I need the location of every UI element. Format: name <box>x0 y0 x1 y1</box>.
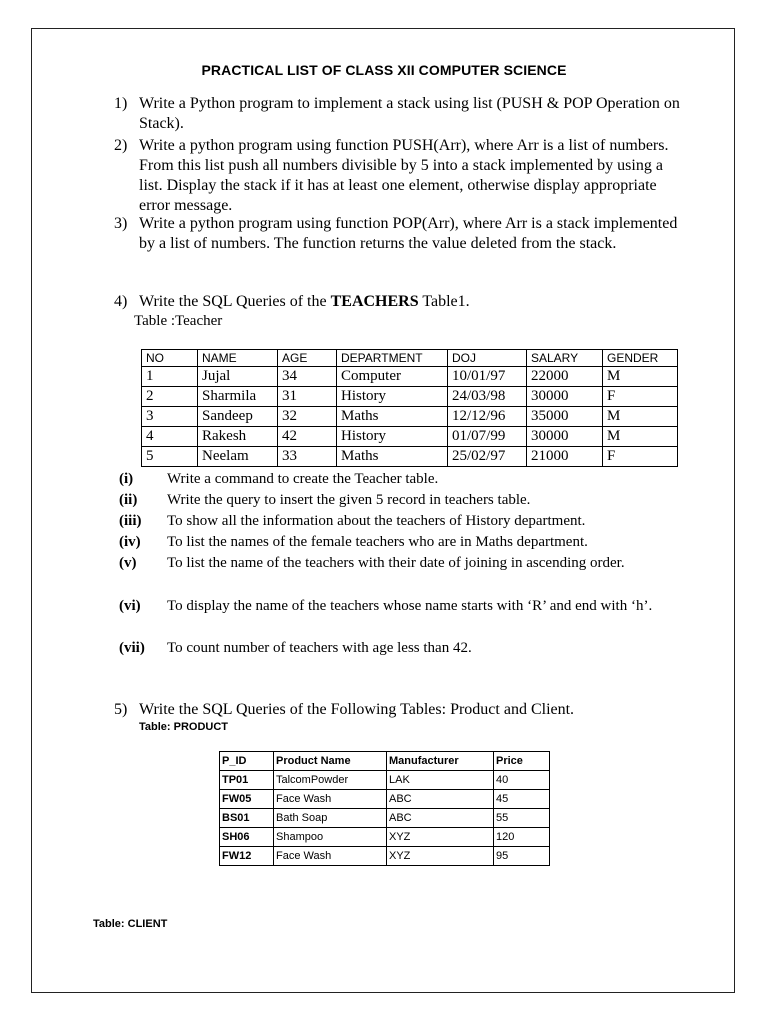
table-row <box>220 771 550 790</box>
sub-question-i <box>119 469 689 490</box>
table-cell: XYZ <box>387 847 494 866</box>
teachers-bold: TEACHERS <box>330 293 419 310</box>
table-cell: Maths <box>337 407 448 427</box>
question-number: 4) <box>114 293 128 310</box>
table-cell: 30000 <box>527 427 603 447</box>
table-cell: Shampoo <box>274 828 387 847</box>
table-cell: 22000 <box>527 367 603 387</box>
sub-question-text: To show all the information about the teachers of History department. <box>167 513 586 529</box>
header-cell: SALARY <box>527 350 603 367</box>
teacher-table <box>141 349 678 467</box>
table-cell: 4 <box>142 427 198 447</box>
table-cell: 25/02/97 <box>448 447 527 467</box>
question-1 <box>114 94 684 134</box>
table-cell: XYZ <box>387 828 494 847</box>
question-text <box>139 292 684 312</box>
table-cell: M <box>603 367 678 387</box>
sub-question-number: (ii) <box>119 492 138 508</box>
table-cell: Neelam <box>198 447 278 467</box>
sub-question-text: To list the name of the teachers with their date of joining in ascending order. <box>167 555 625 571</box>
sub-question-text: To count number of teachers with age less than 42. <box>167 640 472 656</box>
question-text: Write a python program using function PUSH(Arr), where Arr is a list of numbers. From this list push all numbers divisible by 5 into a stack implemented by using a list. Display the stack if it has at least one element, otherwise display appropriate error message. <box>139 137 669 214</box>
table-cell: Computer <box>337 367 448 387</box>
table-cell: 120 <box>494 828 550 847</box>
question-text-before: Write the SQL Queries of the <box>139 293 331 310</box>
table-cell: Bath Soap <box>274 809 387 828</box>
table-cell: 34 <box>278 367 337 387</box>
table-cell: ABC <box>387 790 494 809</box>
question-4 <box>114 292 684 312</box>
question-number: 5) <box>114 701 128 718</box>
sub-question-iii <box>119 511 689 532</box>
table-cell: FW12 <box>220 847 274 866</box>
table-cell: 10/01/97 <box>448 367 527 387</box>
header-cell: NAME <box>198 350 278 367</box>
table-cell: ABC <box>387 809 494 828</box>
table-cell: Jujal <box>198 367 278 387</box>
table-cell: BS01 <box>220 809 274 828</box>
table-cell: M <box>603 407 678 427</box>
question-5 <box>114 700 684 720</box>
table-header-row <box>220 752 550 771</box>
table-cell: 1 <box>142 367 198 387</box>
sub-question-v <box>119 553 689 574</box>
question-2 <box>114 136 684 216</box>
sub-question-iv <box>119 532 689 553</box>
table-cell: 45 <box>494 790 550 809</box>
header-cell: Product Name <box>274 752 387 771</box>
sub-question-number: (iii) <box>119 513 142 529</box>
question-text: Write a python program using function POP(Arr), where Arr is a stack implemented by a list of numbers. The function returns the value deleted from the stack. <box>139 215 678 252</box>
table-cell: History <box>337 427 448 447</box>
question-text: Write the SQL Queries of the Following Tables: Product and Client. <box>139 701 575 718</box>
table-cell: Sandeep <box>198 407 278 427</box>
table-cell: 24/03/98 <box>448 387 527 407</box>
question-text-after: Table1. <box>418 293 470 310</box>
client-table-label: Table: CLIENT <box>93 918 168 930</box>
table-cell: 31 <box>278 387 337 407</box>
product-table-label: Table: PRODUCT <box>139 721 229 733</box>
table-cell: Maths <box>337 447 448 467</box>
table-cell: Face Wash <box>274 790 387 809</box>
sub-question-text: To display the name of the teachers whose name starts with ‘R’ and end with ‘h’. <box>167 598 653 614</box>
table-row <box>142 367 678 387</box>
table-row <box>220 790 550 809</box>
table-cell: FW05 <box>220 790 274 809</box>
sub-question-number: (v) <box>119 555 137 571</box>
table-cell: M <box>603 427 678 447</box>
table-cell: 2 <box>142 387 198 407</box>
table-cell: 21000 <box>527 447 603 467</box>
table-row <box>142 447 678 467</box>
header-cell: Manufacturer <box>387 752 494 771</box>
sub-question-number: (i) <box>119 471 134 487</box>
header-cell: AGE <box>278 350 337 367</box>
table-cell: 42 <box>278 427 337 447</box>
sub-question-text: To list the names of the female teachers who are in Maths department. <box>167 534 588 550</box>
table-cell: Face Wash <box>274 847 387 866</box>
table-cell: LAK <box>387 771 494 790</box>
sub-question-number: (vii) <box>119 640 145 656</box>
table-cell: 35000 <box>527 407 603 427</box>
table-row <box>142 427 678 447</box>
sub-question-text: Write the query to insert the given 5 record in teachers table. <box>167 492 531 508</box>
table-row <box>142 387 678 407</box>
table-cell: 33 <box>278 447 337 467</box>
table-cell: Sharmila <box>198 387 278 407</box>
header-cell: NO <box>142 350 198 367</box>
table-cell: SH06 <box>220 828 274 847</box>
table-cell: 30000 <box>527 387 603 407</box>
table-cell: 3 <box>142 407 198 427</box>
table-row <box>220 828 550 847</box>
table-cell: 01/07/99 <box>448 427 527 447</box>
table-cell: TalcomPowder <box>274 771 387 790</box>
table-row <box>142 407 678 427</box>
table-cell: 55 <box>494 809 550 828</box>
table-header-row <box>142 350 678 367</box>
table-cell: F <box>603 447 678 467</box>
header-cell: DOJ <box>448 350 527 367</box>
question-3 <box>114 214 684 254</box>
teacher-table-label: Table :Teacher <box>134 313 223 329</box>
table-cell: 12/12/96 <box>448 407 527 427</box>
sub-question-ii <box>119 490 689 511</box>
header-cell: DEPARTMENT <box>337 350 448 367</box>
table-cell: History <box>337 387 448 407</box>
sub-question-number: (iv) <box>119 534 141 550</box>
page-title: PRACTICAL LIST OF CLASS XII COMPUTER SCIENCE <box>201 62 567 78</box>
table-cell: Rakesh <box>198 427 278 447</box>
table-cell: TP01 <box>220 771 274 790</box>
product-table <box>219 751 550 866</box>
header-cell: Price <box>494 752 550 771</box>
question-number: 2) <box>114 137 128 154</box>
question-number: 1) <box>114 95 128 112</box>
sub-question-vi <box>119 596 689 617</box>
table-cell: 32 <box>278 407 337 427</box>
table-cell: 40 <box>494 771 550 790</box>
sub-question-vii <box>119 638 689 659</box>
table-cell: F <box>603 387 678 407</box>
sub-question-number: (vi) <box>119 598 141 614</box>
table-row <box>220 809 550 828</box>
table-cell: 95 <box>494 847 550 866</box>
header-cell: P_ID <box>220 752 274 771</box>
question-text: Write a Python program to implement a stack using list (PUSH & POP Operation on Stack). <box>139 95 680 132</box>
header-cell: GENDER <box>603 350 678 367</box>
table-row <box>220 847 550 866</box>
table-cell: 5 <box>142 447 198 467</box>
question-number: 3) <box>114 215 128 232</box>
sub-question-text: Write a command to create the Teacher table. <box>167 471 439 487</box>
